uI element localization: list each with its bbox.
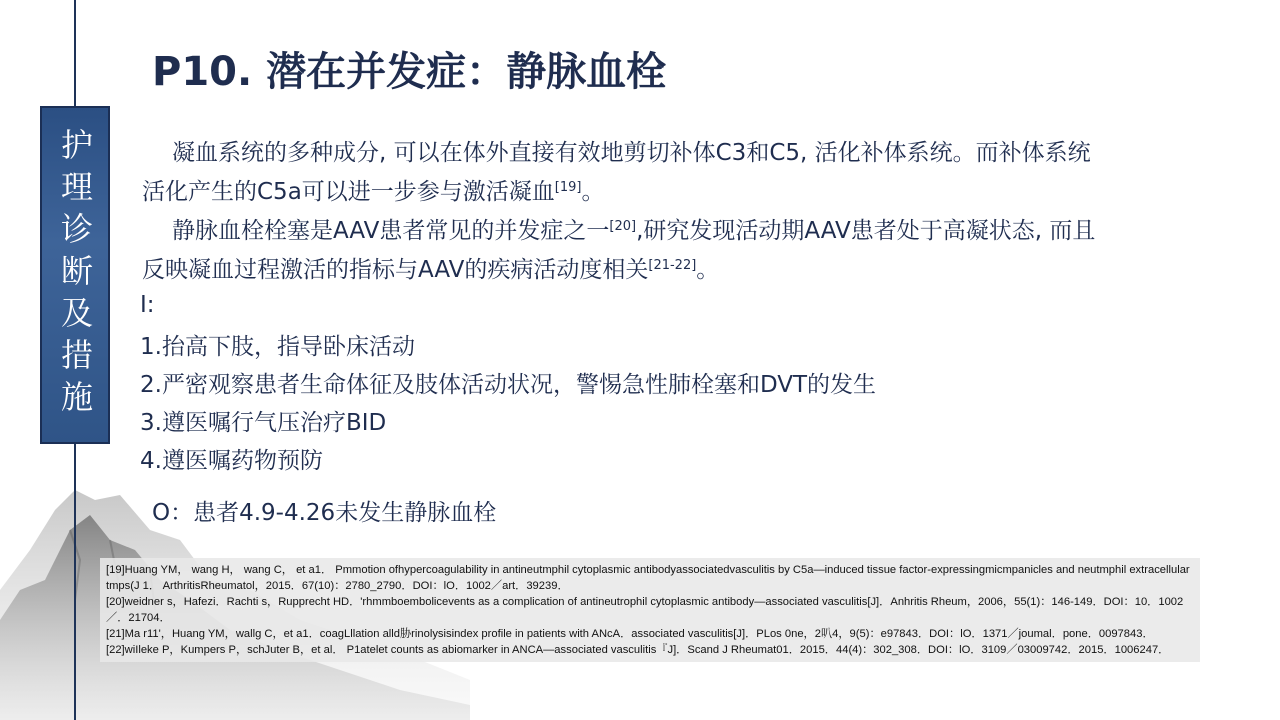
intervention-item: 1.抬高下肢，指导卧床活动: [140, 334, 415, 360]
page-title: P10. 潜在并发症：静脉血栓: [152, 49, 667, 95]
references-box: [100, 558, 1200, 662]
reference-item: [20]weidner s，Hafezi．Rachti s，Rupprecht HD．'rhmmboembolicevents as a complication of antineutrophil cytoplasmic antibody—associated vasculitis[J]．Anhritis Rheum，2006，55(1)：146-149．DOI：10．1002／．21704．: [106, 596, 1184, 624]
reference-item: [19]Huang YM， wang H， wang C， et a1． Pmmotion ofhypercoagulability in antineutmphil cytoplasmic antibodyassociatedvasculitis by C5a—induced tissue factor-expressingmicmpanicles and neutmphil extracellular tmps(J 1． ArthritisRheumatol，2015．67(10)：2780_2790．DOI：lO．1002／art．39239．: [106, 564, 1190, 592]
paragraph-text: 静脉血栓栓塞是AAV患者常见的并发症之一: [172, 218, 610, 244]
paragraph-text: ,研究发现活动期AAV患者处于高凝状态, 而且反映凝血过程激活的指标与AAV的疾病活动度相关: [142, 218, 1096, 283]
outcome-line: O：患者4.9-4.26未发生静脉血栓: [152, 500, 497, 526]
paragraph-end: 。: [581, 179, 605, 205]
intervention-item: 3.遵医嘱行气压治疗BID: [140, 410, 387, 436]
section-label: 护理诊断及措施: [56, 128, 94, 422]
intervention-heading: I:: [140, 292, 155, 318]
paragraph-end: 。: [696, 257, 720, 283]
citation: [19]: [554, 180, 582, 195]
citation: [20]: [609, 219, 637, 234]
intervention-item: 2.严密观察患者生命体征及肢体活动状况，警惕急性肺栓塞和DVT的发生: [140, 372, 877, 398]
intervention-item: 4.遵医嘱药物预防: [140, 448, 323, 474]
paragraph-thrombosis: [142, 212, 1102, 290]
reference-item: [21]Ma r11'，Huang YM，wallg C，et a1．coagLllation alld胁rinolysisindex profile in patients with ANcA．associated vasculitis[J]．PLos 0ne，2叭4，9(5)：e97843．DOI：lO．1371／joumal．pone．0097843．: [106, 628, 1154, 640]
reference-item: [22]wiIleke P，Kumpers P，schJuter B，et al． P1atelet counts as abiomarker in ANCA—associated vasculitis『J]．Scand J Rheumat01．2015．44(4)：302_308．DOI：lO．3109／03009742．2015．1006247．: [106, 644, 1170, 656]
paragraph-text: 凝血系统的多种成分, 可以在体外直接有效地剪切补体C3和C5, 活化补体系统。而补体系统活化产生的C5a可以进一步参与激活凝血: [142, 140, 1091, 205]
section-label-box: [40, 106, 110, 444]
paragraph-coagulation: [142, 134, 1102, 212]
citation: [21-22]: [648, 258, 697, 273]
